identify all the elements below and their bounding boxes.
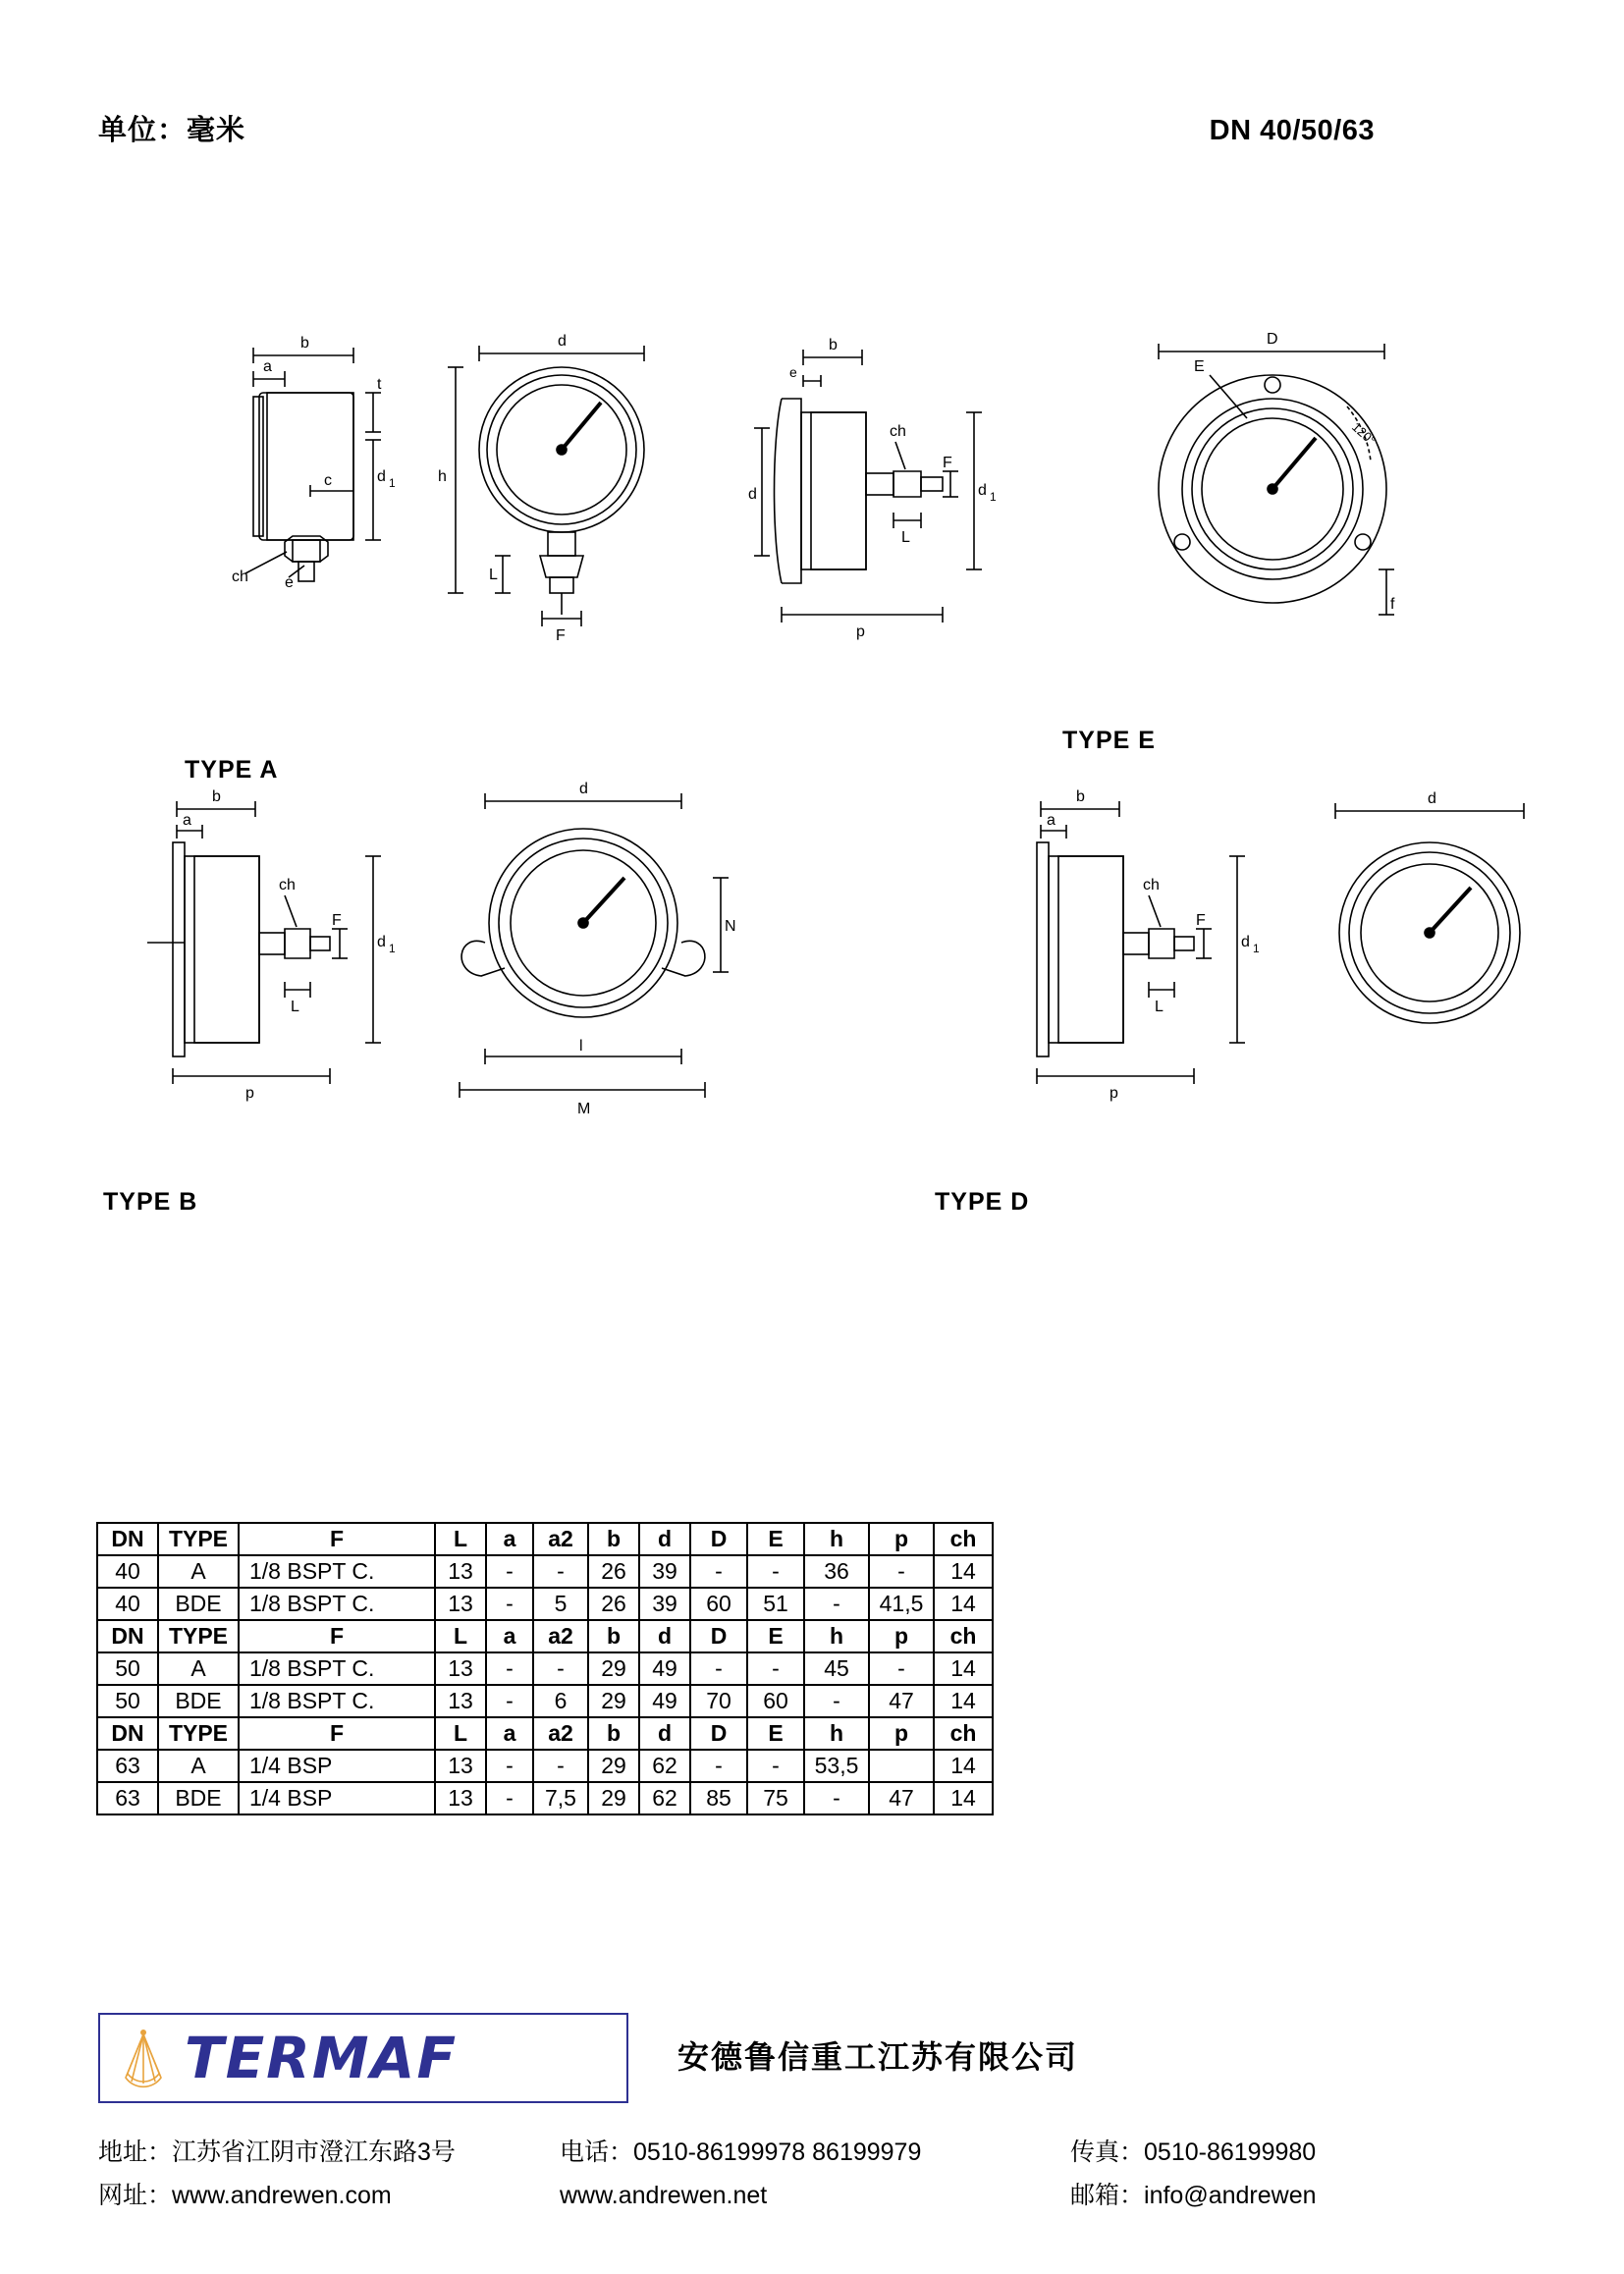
col-head-b: b bbox=[588, 1717, 639, 1750]
cell-h: 53,5 bbox=[804, 1750, 869, 1782]
col-head-b: b bbox=[588, 1620, 639, 1652]
svg-text:d: d bbox=[1241, 934, 1250, 950]
contact-row-2 bbox=[98, 2174, 1532, 2217]
cell-d: 62 bbox=[639, 1782, 690, 1814]
cell-a: - bbox=[486, 1685, 533, 1717]
cell-dcap: - bbox=[690, 1750, 747, 1782]
svg-text:d: d bbox=[377, 468, 386, 485]
svg-text:L: L bbox=[1155, 999, 1164, 1015]
svg-text:F: F bbox=[332, 912, 342, 929]
cell-l: 13 bbox=[435, 1685, 486, 1717]
table-header-row bbox=[97, 1620, 993, 1652]
cell-b: 29 bbox=[588, 1782, 639, 1814]
dn-title: DN 40/50/63 bbox=[1209, 115, 1375, 146]
cell-p: 47 bbox=[869, 1782, 934, 1814]
figure-type-d-side-view bbox=[1001, 785, 1316, 1110]
phone-line bbox=[560, 2131, 1070, 2174]
website-label: 网址： bbox=[98, 2182, 173, 2209]
svg-text:b: b bbox=[1076, 788, 1085, 805]
cell-e: - bbox=[747, 1652, 804, 1685]
cell-e: 51 bbox=[747, 1588, 804, 1620]
col-head-p: p bbox=[869, 1717, 934, 1750]
svg-text:L: L bbox=[489, 567, 498, 583]
svg-text:ch: ch bbox=[232, 568, 248, 585]
cell-type: BDE bbox=[158, 1588, 239, 1620]
cell-h: - bbox=[804, 1782, 869, 1814]
cell-dn: 40 bbox=[97, 1555, 158, 1588]
col-head-dcap: D bbox=[690, 1717, 747, 1750]
svg-text:p: p bbox=[1110, 1085, 1118, 1102]
cell-d: 39 bbox=[639, 1555, 690, 1588]
svg-text:E: E bbox=[1194, 358, 1205, 375]
svg-text:N: N bbox=[725, 918, 736, 935]
table-row bbox=[97, 1652, 993, 1685]
col-head-type: TYPE bbox=[158, 1717, 239, 1750]
col-head-p: p bbox=[869, 1620, 934, 1652]
page-header bbox=[98, 108, 1375, 148]
figure-label-type-d: TYPE D bbox=[935, 1188, 1030, 1216]
table-row bbox=[97, 1750, 993, 1782]
svg-text:1: 1 bbox=[389, 476, 396, 490]
unit-label: 单位：毫米 bbox=[98, 115, 246, 146]
drawings-area bbox=[0, 324, 1624, 1216]
phone-value: 0510-86199978 86199979 bbox=[633, 2139, 922, 2166]
cell-dcap: - bbox=[690, 1652, 747, 1685]
cell-f: 1/8 BSPT C. bbox=[239, 1555, 435, 1588]
col-head-l: L bbox=[435, 1523, 486, 1555]
svg-text:b: b bbox=[829, 337, 838, 353]
cell-h: - bbox=[804, 1685, 869, 1717]
svg-text:M: M bbox=[577, 1101, 591, 1117]
col-head-ch: ch bbox=[934, 1620, 993, 1652]
website-value[interactable]: www.andrewen.com bbox=[172, 2182, 392, 2209]
col-head-p: p bbox=[869, 1523, 934, 1555]
table-header-row bbox=[97, 1717, 993, 1750]
col-head-ch: ch bbox=[934, 1523, 993, 1555]
email-label: 邮箱： bbox=[1070, 2182, 1145, 2209]
svg-text:e: e bbox=[789, 364, 797, 380]
cell-ch: 14 bbox=[934, 1750, 993, 1782]
cell-type: A bbox=[158, 1750, 239, 1782]
cell-a: - bbox=[486, 1652, 533, 1685]
svg-text:D: D bbox=[1267, 331, 1278, 348]
cell-b: 26 bbox=[588, 1588, 639, 1620]
cell-a2: - bbox=[533, 1750, 588, 1782]
col-head-e: E bbox=[747, 1523, 804, 1555]
col-head-b: b bbox=[588, 1523, 639, 1555]
col-head-d: d bbox=[639, 1620, 690, 1652]
col-head-a: a bbox=[486, 1717, 533, 1750]
cell-a2: 6 bbox=[533, 1685, 588, 1717]
cell-e: 75 bbox=[747, 1782, 804, 1814]
address-label: 地址： bbox=[98, 2139, 173, 2166]
svg-text:F: F bbox=[556, 627, 566, 644]
svg-text:ch: ch bbox=[279, 877, 296, 893]
fax-label: 传真： bbox=[1070, 2139, 1145, 2166]
cell-a2: - bbox=[533, 1555, 588, 1588]
cell-a2: 7,5 bbox=[533, 1782, 588, 1814]
cell-p: 41,5 bbox=[869, 1588, 934, 1620]
svg-text:h: h bbox=[438, 468, 447, 485]
figure-label-type-a: TYPE A bbox=[185, 756, 279, 784]
svg-text:d: d bbox=[978, 482, 987, 499]
cell-dn: 63 bbox=[97, 1782, 158, 1814]
svg-text:1: 1 bbox=[1253, 942, 1260, 955]
col-head-a2: a2 bbox=[533, 1620, 588, 1652]
cell-p: - bbox=[869, 1555, 934, 1588]
cell-d: 39 bbox=[639, 1588, 690, 1620]
fax-value: 0510-86199980 bbox=[1144, 2139, 1317, 2166]
figure-type-e-front-view bbox=[1129, 324, 1424, 648]
cell-ch: 14 bbox=[934, 1588, 993, 1620]
svg-text:b: b bbox=[300, 335, 309, 352]
svg-text:d: d bbox=[558, 333, 567, 350]
cell-dcap: 85 bbox=[690, 1782, 747, 1814]
col-head-a2: a2 bbox=[533, 1523, 588, 1555]
col-head-dn: DN bbox=[97, 1717, 158, 1750]
email-line bbox=[1070, 2174, 1532, 2217]
svg-text:p: p bbox=[856, 623, 865, 640]
table-row bbox=[97, 1555, 993, 1588]
svg-text:e: e bbox=[285, 574, 294, 591]
col-head-a: a bbox=[486, 1620, 533, 1652]
specifications-table bbox=[96, 1522, 994, 1815]
svg-text:F: F bbox=[1196, 912, 1206, 929]
cell-h: 45 bbox=[804, 1652, 869, 1685]
figure-type-e-side-view bbox=[746, 334, 1080, 658]
svg-text:f: f bbox=[1390, 596, 1395, 613]
cell-a: - bbox=[486, 1555, 533, 1588]
cell-b: 29 bbox=[588, 1750, 639, 1782]
svg-text:F: F bbox=[943, 455, 952, 471]
col-head-f: F bbox=[239, 1523, 435, 1555]
cell-dn: 50 bbox=[97, 1685, 158, 1717]
cell-ch: 14 bbox=[934, 1782, 993, 1814]
figure-label-type-e: TYPE E bbox=[1062, 727, 1156, 754]
company-logo bbox=[98, 2013, 628, 2103]
cell-b: 29 bbox=[588, 1652, 639, 1685]
cell-p: 47 bbox=[869, 1685, 934, 1717]
svg-text:120°: 120° bbox=[1348, 419, 1380, 449]
col-head-f: F bbox=[239, 1620, 435, 1652]
figure-label-type-b: TYPE B bbox=[103, 1188, 198, 1216]
specifications-table-wrapper bbox=[96, 1522, 994, 1815]
svg-text:p: p bbox=[245, 1085, 254, 1102]
cell-b: 26 bbox=[588, 1555, 639, 1588]
table-row bbox=[97, 1685, 993, 1717]
col-head-l: L bbox=[435, 1717, 486, 1750]
address-line bbox=[98, 2131, 560, 2174]
cell-l: 13 bbox=[435, 1782, 486, 1814]
cell-dcap: 60 bbox=[690, 1588, 747, 1620]
col-head-f: F bbox=[239, 1717, 435, 1750]
cell-type: A bbox=[158, 1555, 239, 1588]
figure-type-b-front-view bbox=[442, 776, 776, 1129]
col-head-dn: DN bbox=[97, 1620, 158, 1652]
svg-text:b: b bbox=[212, 788, 221, 805]
website-line bbox=[98, 2174, 560, 2217]
cell-a2: 5 bbox=[533, 1588, 588, 1620]
svg-text:a: a bbox=[183, 812, 191, 829]
cell-e: - bbox=[747, 1555, 804, 1588]
logo-wordmark: TERMAF bbox=[185, 2025, 459, 2091]
fax-line bbox=[1070, 2131, 1532, 2174]
cell-dcap: - bbox=[690, 1555, 747, 1588]
cell-h: - bbox=[804, 1588, 869, 1620]
email-value[interactable]: info@andrewen bbox=[1144, 2182, 1317, 2209]
col-head-e: E bbox=[747, 1620, 804, 1652]
cell-e: - bbox=[747, 1750, 804, 1782]
phone-label: 电话： bbox=[560, 2139, 634, 2166]
cell-a2: - bbox=[533, 1652, 588, 1685]
col-head-dcap: D bbox=[690, 1523, 747, 1555]
svg-text:L: L bbox=[901, 529, 910, 546]
cell-f: 1/8 BSPT C. bbox=[239, 1685, 435, 1717]
fan-logo-icon bbox=[108, 2023, 179, 2093]
svg-text:l: l bbox=[579, 1038, 583, 1055]
cell-f: 1/8 BSPT C. bbox=[239, 1652, 435, 1685]
contact-block bbox=[98, 2131, 1532, 2217]
cell-a: - bbox=[486, 1750, 533, 1782]
cell-type: BDE bbox=[158, 1782, 239, 1814]
figure-type-b-side-view bbox=[137, 785, 452, 1110]
svg-text:ch: ch bbox=[890, 423, 906, 440]
col-head-type: TYPE bbox=[158, 1523, 239, 1555]
cell-dcap: 70 bbox=[690, 1685, 747, 1717]
svg-text:c: c bbox=[324, 472, 332, 489]
cell-f: 1/4 BSP bbox=[239, 1782, 435, 1814]
svg-text:a: a bbox=[263, 358, 272, 375]
svg-text:a: a bbox=[1047, 812, 1056, 829]
cell-f: 1/4 BSP bbox=[239, 1750, 435, 1782]
cell-d: 49 bbox=[639, 1652, 690, 1685]
col-head-l: L bbox=[435, 1620, 486, 1652]
cell-a: - bbox=[486, 1782, 533, 1814]
figure-type-d-front-view bbox=[1306, 785, 1581, 1100]
col-head-dn: DN bbox=[97, 1523, 158, 1555]
cell-d: 62 bbox=[639, 1750, 690, 1782]
svg-text:d: d bbox=[1428, 790, 1436, 807]
address-value: 江苏省江阴市澄江东路3号 bbox=[172, 2139, 456, 2166]
cell-p bbox=[869, 1750, 934, 1782]
website-line-2 bbox=[560, 2174, 1070, 2217]
col-head-h: h bbox=[804, 1620, 869, 1652]
cell-a: - bbox=[486, 1588, 533, 1620]
figure-type-a-front-view bbox=[432, 324, 687, 658]
col-head-dcap: D bbox=[690, 1620, 747, 1652]
col-head-h: h bbox=[804, 1523, 869, 1555]
cell-dn: 63 bbox=[97, 1750, 158, 1782]
table-header-row bbox=[97, 1523, 993, 1555]
col-head-d: d bbox=[639, 1523, 690, 1555]
figure-type-a-side-view bbox=[216, 334, 412, 648]
cell-d: 49 bbox=[639, 1685, 690, 1717]
svg-text:ch: ch bbox=[1143, 877, 1160, 893]
svg-text:d: d bbox=[579, 781, 588, 797]
svg-text:t: t bbox=[377, 376, 382, 393]
cell-type: A bbox=[158, 1652, 239, 1685]
svg-text:1: 1 bbox=[990, 490, 997, 504]
cell-dn: 50 bbox=[97, 1652, 158, 1685]
col-head-ch: ch bbox=[934, 1717, 993, 1750]
col-head-type: TYPE bbox=[158, 1620, 239, 1652]
cell-b: 29 bbox=[588, 1685, 639, 1717]
col-head-a: a bbox=[486, 1523, 533, 1555]
svg-text:d: d bbox=[748, 486, 757, 503]
cell-type: BDE bbox=[158, 1685, 239, 1717]
cell-e: 60 bbox=[747, 1685, 804, 1717]
company-name: 安德鲁信重工江苏有限公司 bbox=[677, 2039, 1079, 2075]
cell-ch: 14 bbox=[934, 1685, 993, 1717]
col-head-e: E bbox=[747, 1717, 804, 1750]
website-value-2[interactable]: www.andrewen.net bbox=[560, 2182, 768, 2209]
cell-l: 13 bbox=[435, 1652, 486, 1685]
table-row bbox=[97, 1588, 993, 1620]
cell-ch: 14 bbox=[934, 1555, 993, 1588]
svg-text:d: d bbox=[377, 934, 386, 950]
cell-f: 1/8 BSPT C. bbox=[239, 1588, 435, 1620]
col-head-d: d bbox=[639, 1717, 690, 1750]
col-head-a2: a2 bbox=[533, 1717, 588, 1750]
cell-dn: 40 bbox=[97, 1588, 158, 1620]
contact-row-1 bbox=[98, 2131, 1532, 2174]
cell-l: 13 bbox=[435, 1555, 486, 1588]
cell-p: - bbox=[869, 1652, 934, 1685]
table-row bbox=[97, 1782, 993, 1814]
cell-ch: 14 bbox=[934, 1652, 993, 1685]
cell-h: 36 bbox=[804, 1555, 869, 1588]
cell-l: 13 bbox=[435, 1750, 486, 1782]
svg-text:L: L bbox=[291, 999, 299, 1015]
cell-l: 13 bbox=[435, 1588, 486, 1620]
svg-text:1: 1 bbox=[389, 942, 396, 955]
col-head-h: h bbox=[804, 1717, 869, 1750]
